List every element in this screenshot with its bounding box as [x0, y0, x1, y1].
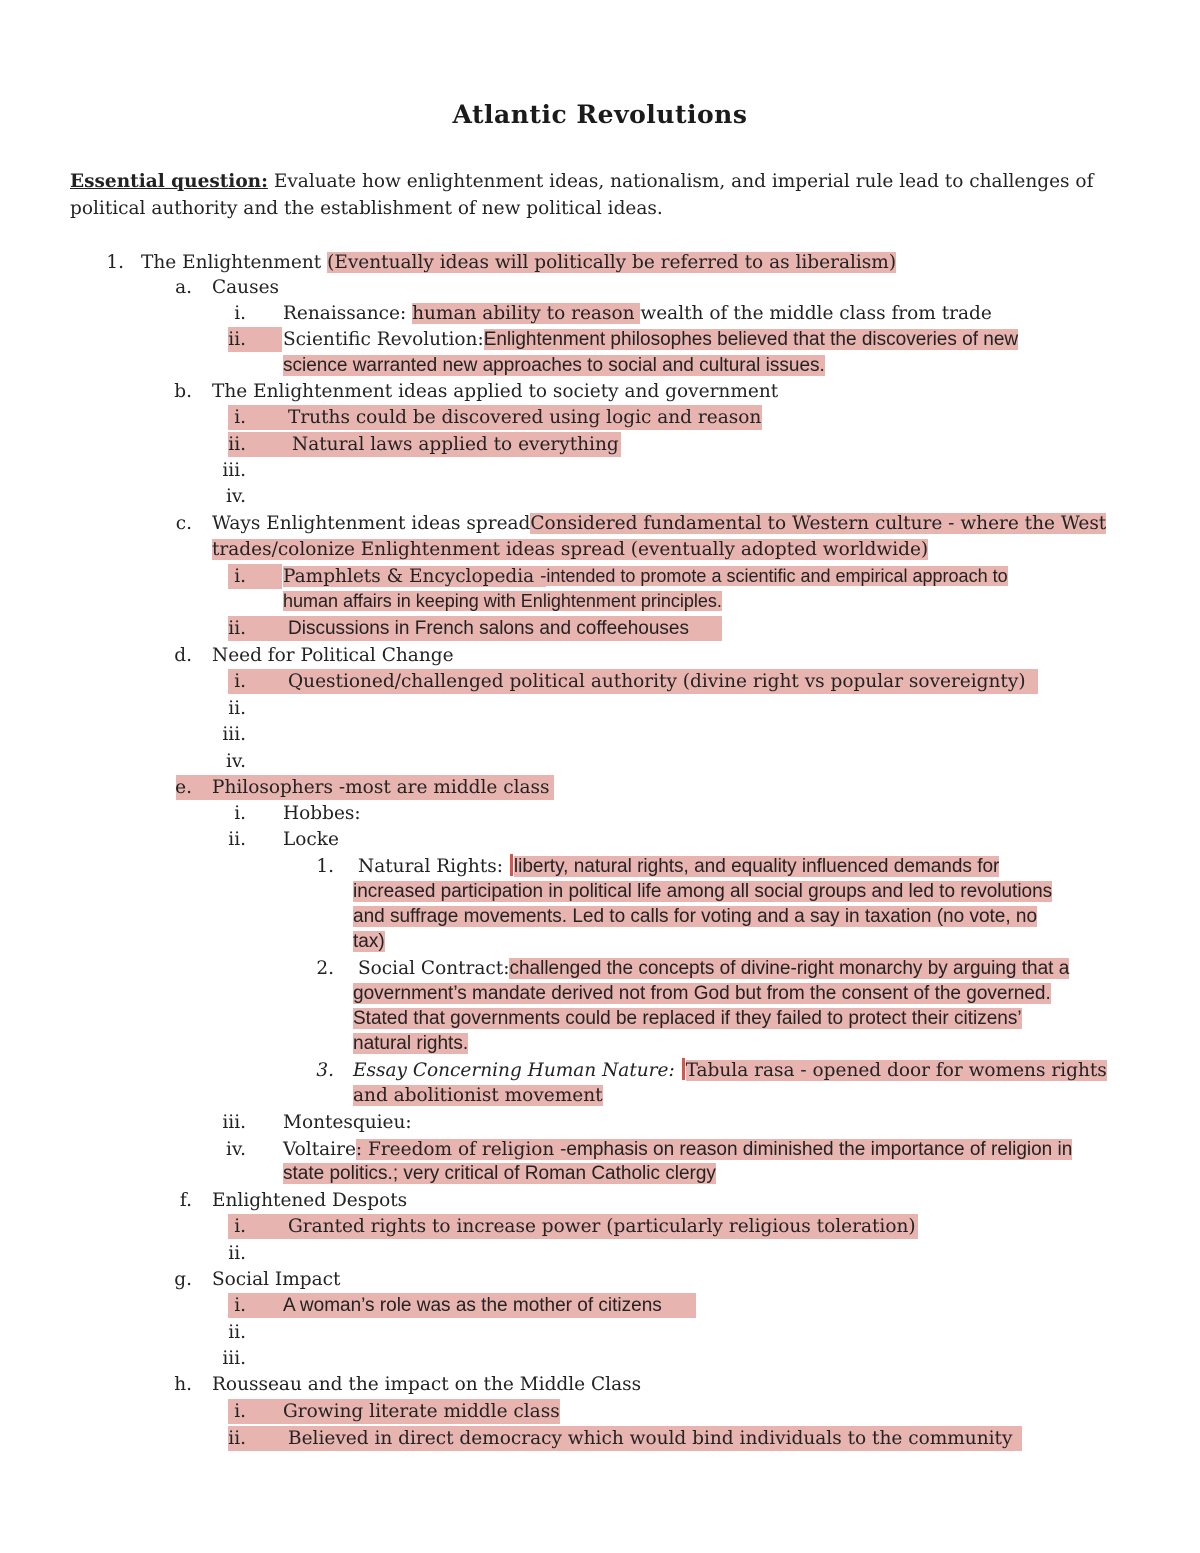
highlight: challenged the concepts of divine-right monarchy by arguing that a [509, 958, 1070, 979]
item-philosophers: Philosophers -most are middle class [212, 777, 550, 798]
list-marker: 2. [316, 958, 334, 979]
item-label: Scientific Revolution: [283, 329, 484, 350]
item-label: Ways Enlightenment ideas spread [212, 513, 531, 534]
item-hobbes: Hobbes: [283, 803, 361, 824]
item-enlightenment-ideas: The Enlightenment ideas applied to society and government [212, 381, 779, 402]
item-enlightened-despots: Enlightened Despots [212, 1190, 408, 1211]
essential-question-text: Evaluate how enlightenment ideas, nationalism, and imperial rule lead to challenges of political authority and the establishment of new political ideas. [70, 171, 1094, 219]
list-marker: iv. [225, 486, 246, 507]
list-marker: i. [234, 1401, 246, 1422]
item-rousseau: Rousseau and the impact on the Middle Class [212, 1374, 642, 1395]
highlight: Considered fundamental to Western culture - where the West [530, 513, 1107, 534]
highlight: : Freedom of religion - [355, 1139, 567, 1160]
text-cursor [510, 854, 513, 876]
item-literate-middle-class: Growing literate middle class [283, 1401, 560, 1422]
item-locke: Locke [283, 829, 339, 850]
highlight: increased participation in political life among all social groups and led to revolutions [353, 881, 1053, 902]
item-text: wealth of the middle class from trade [640, 303, 992, 324]
highlight: natural rights. [353, 1033, 469, 1054]
item-label: Social Contract: [358, 958, 510, 979]
list-marker: i. [234, 671, 246, 692]
list-marker: b. [174, 381, 192, 402]
list-marker: ii. [228, 829, 246, 850]
item-label: Natural Rights: [358, 856, 509, 877]
list-marker: ii. [228, 1428, 246, 1449]
list-marker: iii. [222, 724, 246, 745]
list-marker: e. [175, 777, 192, 798]
highlight: state politics.; very critical of Roman Catholic clergy [283, 1163, 716, 1184]
list-marker: iv. [225, 1139, 246, 1160]
item-causes: Causes [212, 277, 280, 298]
highlight: government’s mandate derived not from God but from the consent of the governed. [353, 983, 1051, 1004]
list-marker: ii. [228, 329, 246, 350]
list-marker: i. [234, 1295, 246, 1316]
list-marker: ii. [228, 618, 246, 639]
item-social-contract [358, 956, 1069, 981]
list-marker: ii. [228, 1322, 246, 1343]
item-continuation [353, 879, 1052, 904]
essential-question-label: Essential question: [70, 171, 268, 192]
item-political-change: Need for Political Change [212, 645, 454, 666]
list-marker: 3. [316, 1060, 334, 1081]
item-label: Pamphlets & Encyclopedia - [283, 566, 547, 587]
item-label: Essay Concerning Human Nature: [353, 1060, 675, 1081]
list-marker: i. [234, 803, 246, 824]
document-title: Atlantic Revolutions [452, 100, 748, 129]
highlight: liberty, natural rights, and equality influenced demands for [513, 856, 1000, 877]
item-continuation [353, 929, 385, 954]
item-continuation [353, 1083, 603, 1108]
list-marker: iii. [222, 1112, 246, 1133]
list-marker: g. [174, 1269, 192, 1290]
list-marker: f. [179, 1190, 192, 1211]
highlight: and suffrage movements. Led to calls for voting and a say in taxation (no vote, no [353, 906, 1038, 927]
highlight: human affairs in keeping with Enlightenment principles. [283, 591, 722, 611]
item-scientific-revolution [283, 327, 1018, 352]
list-marker: ii. [228, 698, 246, 719]
highlight: and abolitionist movement [353, 1085, 603, 1106]
highlight: Enlightenment philosophes believed that the discoveries of new [483, 329, 1019, 350]
item-social-impact: Social Impact [212, 1269, 341, 1290]
text-cursor [682, 1058, 685, 1080]
list-marker: iii. [222, 1348, 246, 1369]
item-womans-role: A woman’s role was as the mother of citizens [283, 1295, 662, 1316]
highlight: Tabula rasa - opened door for womens rights [685, 1060, 1107, 1081]
item-montesquieu: Montesquieu: [283, 1112, 412, 1133]
highlight: tax) [353, 931, 385, 952]
item-pamphlets [283, 564, 1008, 589]
item-continuation [212, 537, 928, 562]
item-essay-human-nature [353, 1058, 1107, 1083]
item-continuation [283, 353, 825, 378]
highlight: human ability to reason [412, 303, 641, 324]
item-continuation [283, 589, 722, 614]
highlight: trades/colonize Enlightenment ideas spread (eventually adopted worldwide) [212, 539, 929, 560]
list-marker: ii. [228, 1243, 246, 1264]
essential-question [70, 168, 1130, 222]
item-continuation [353, 1031, 468, 1056]
item-ways-spread [212, 511, 1106, 536]
item-questioned: Questioned/challenged political authority (divine right vs popular sovereignty) [288, 671, 1026, 692]
item-salons: Discussions in French salons and coffeehouses [288, 618, 689, 639]
list-marker: 1. [316, 856, 334, 877]
item-truths: Truths could be discovered using logic and reason [288, 407, 762, 428]
item-label: Voltaire [283, 1139, 356, 1160]
item-continuation [353, 904, 1037, 929]
item-continuation [283, 1161, 716, 1186]
item-renaissance [283, 301, 992, 326]
list-marker: ii. [228, 434, 246, 455]
highlight: Stated that governments could be replaced if they failed to protect their citizens’ [353, 1008, 1022, 1029]
list-marker: 1. [106, 252, 124, 273]
section-heading [141, 250, 896, 275]
list-marker: a. [175, 277, 192, 298]
list-marker: iv. [225, 751, 246, 772]
item-natural-rights [358, 854, 999, 879]
highlight: emphasis on reason diminished the importance of religion in [566, 1139, 1073, 1160]
list-marker: h. [174, 1374, 192, 1395]
section-heading-text: The Enlightenment [141, 252, 328, 273]
list-marker: c. [175, 513, 192, 534]
highlight: intended to promote a scientific and empirical approach to [546, 566, 1008, 586]
list-marker: i. [234, 407, 246, 428]
list-marker: d. [174, 645, 192, 666]
list-marker: i. [234, 566, 246, 587]
item-label: Renaissance: [283, 303, 413, 324]
highlight: science warranted new approaches to social and cultural issues. [283, 355, 825, 376]
item-continuation [353, 981, 1051, 1006]
item-continuation [353, 1006, 1022, 1031]
section-heading-note: (Eventually ideas will politically be referred to as liberalism) [327, 252, 897, 273]
list-marker: i. [234, 1216, 246, 1237]
list-marker: iii. [222, 460, 246, 481]
item-granted-rights: Granted rights to increase power (particularly religious toleration) [288, 1216, 916, 1237]
item-direct-democracy: Believed in direct democracy which would bind individuals to the community [288, 1428, 1013, 1449]
list-marker: i. [234, 303, 246, 324]
item-voltaire [283, 1137, 1072, 1162]
item-natural-laws: Natural laws applied to everything [292, 434, 619, 455]
